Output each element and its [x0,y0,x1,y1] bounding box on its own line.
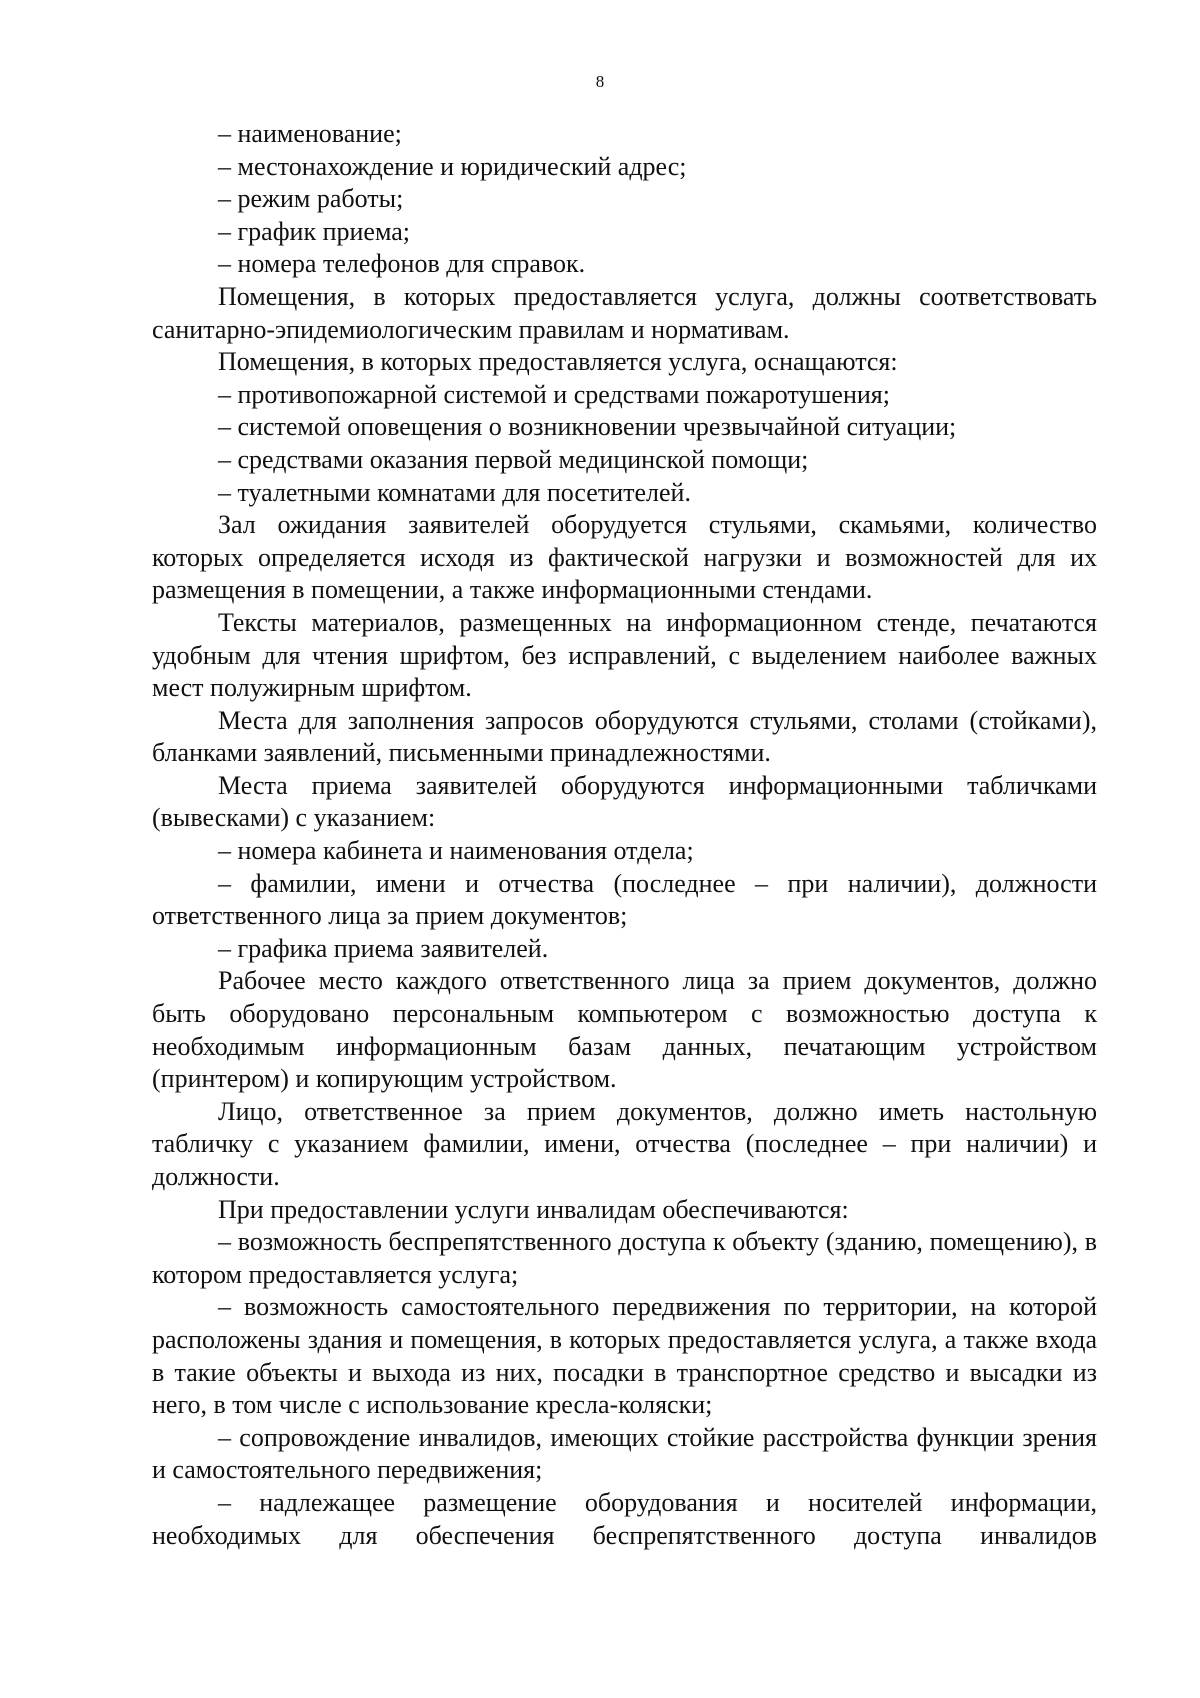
list-item-work-mode: – режим работы; [218,184,404,214]
page-number: 8 [595,72,605,91]
list-item-object-access: – возможность беспрепятственного доступа к объекту (зданию, помещению), в котором предоставляется услуга; [152,1227,1097,1289]
list-item-cabinet-number: – номера кабинета и наименования отдела; [218,836,694,866]
list-item-toilets: – туалетными комнатами для посетителей. [218,477,691,507]
paragraph-request-places: Места для заполнения запросов оборудуются стульями, столами (стойками), бланками заявлений, письменными принадлежностями. [152,705,1097,768]
list-item-address: – местонахождение и юридический адрес; [218,151,687,181]
list-item-reception-schedule: – график приема; [218,216,411,246]
document-body [152,118,1097,1552]
list-item-responsible-person: – фамилии, имени и отчества (последнее – при наличии), должности ответственного лица за прием документов; [152,868,1097,931]
paragraph-disabled-services: При предоставлении услуги инвалидам обеспечиваются: [218,1194,849,1224]
paragraph-premises-sanitary: Помещения, в которых предоставляется услуга, должны соответствовать санитарно-эпидемиологическим правилам и нормативам. [152,281,1097,344]
list-item-phone-numbers: – номера телефонов для справок. [218,249,586,279]
paragraph-waiting-hall: Зал ожидания заявителей оборудуется стульями, скамьями, количество которых определяется исходя из фактической нагрузки и возможностей для их размещения в помещении, а также информационными стендами. [152,510,1097,605]
paragraph-workplace: Рабочее место каждого ответственного лица за прием документов, должно быть оборудовано персональным компьютером с возможностью доступа к необходимым информационным базам данных, печатающим устройством (принтером) и копирующим устройством. [152,966,1097,1094]
paragraph-premises-equipment: Помещения, в которых предоставляется услуга, оснащаются: [218,347,898,377]
list-item-first-aid: – средствами оказания первой медицинской помощи; [218,444,809,474]
list-item-alert-system: – системой оповещения о возникновении чрезвычайной ситуации; [218,412,957,442]
list-item-equipment-placement: – надлежащее размещение оборудования и носителей информации, необходимых для обеспечения беспрепятственного доступа инвалидов [152,1487,1097,1550]
list-item-name: – наименование; [218,119,402,148]
paragraph-desk-plate: Лицо, ответственное за прием документов, должно иметь настольную табличку с указанием фамилии, имени, отчества (последнее – при наличии) и должности. [152,1096,1097,1191]
list-item-reception-schedule-applicants: – графика приема заявителей. [218,933,549,963]
list-item-movement: – возможность самостоятельного передвижения по территории, на которой расположены здания и помещения, в которых предоставляется услуга, а также входа в такие объекты и выхода из них, посадки в транспортное средство и высадки из него, в том числе с использование кресла-коляски; [152,1292,1097,1420]
list-item-escort: – сопровождение инвалидов, имеющих стойкие расстройства функции зрения и самостоятельного передвижения; [152,1422,1097,1485]
paragraph-stand-texts: Тексты материалов, размещенных на информационном стенде, печатаются удобным для чтения шрифтом, без исправлений, с выделением наиболее важных мест полужирным шрифтом. [152,607,1097,703]
list-item-fire-system: – противопожарной системой и средствами пожаротушения; [218,379,890,409]
paragraph-reception-places: Места приема заявителей оборудуются информационными табличками (вывесками) с указанием: [152,770,1097,833]
